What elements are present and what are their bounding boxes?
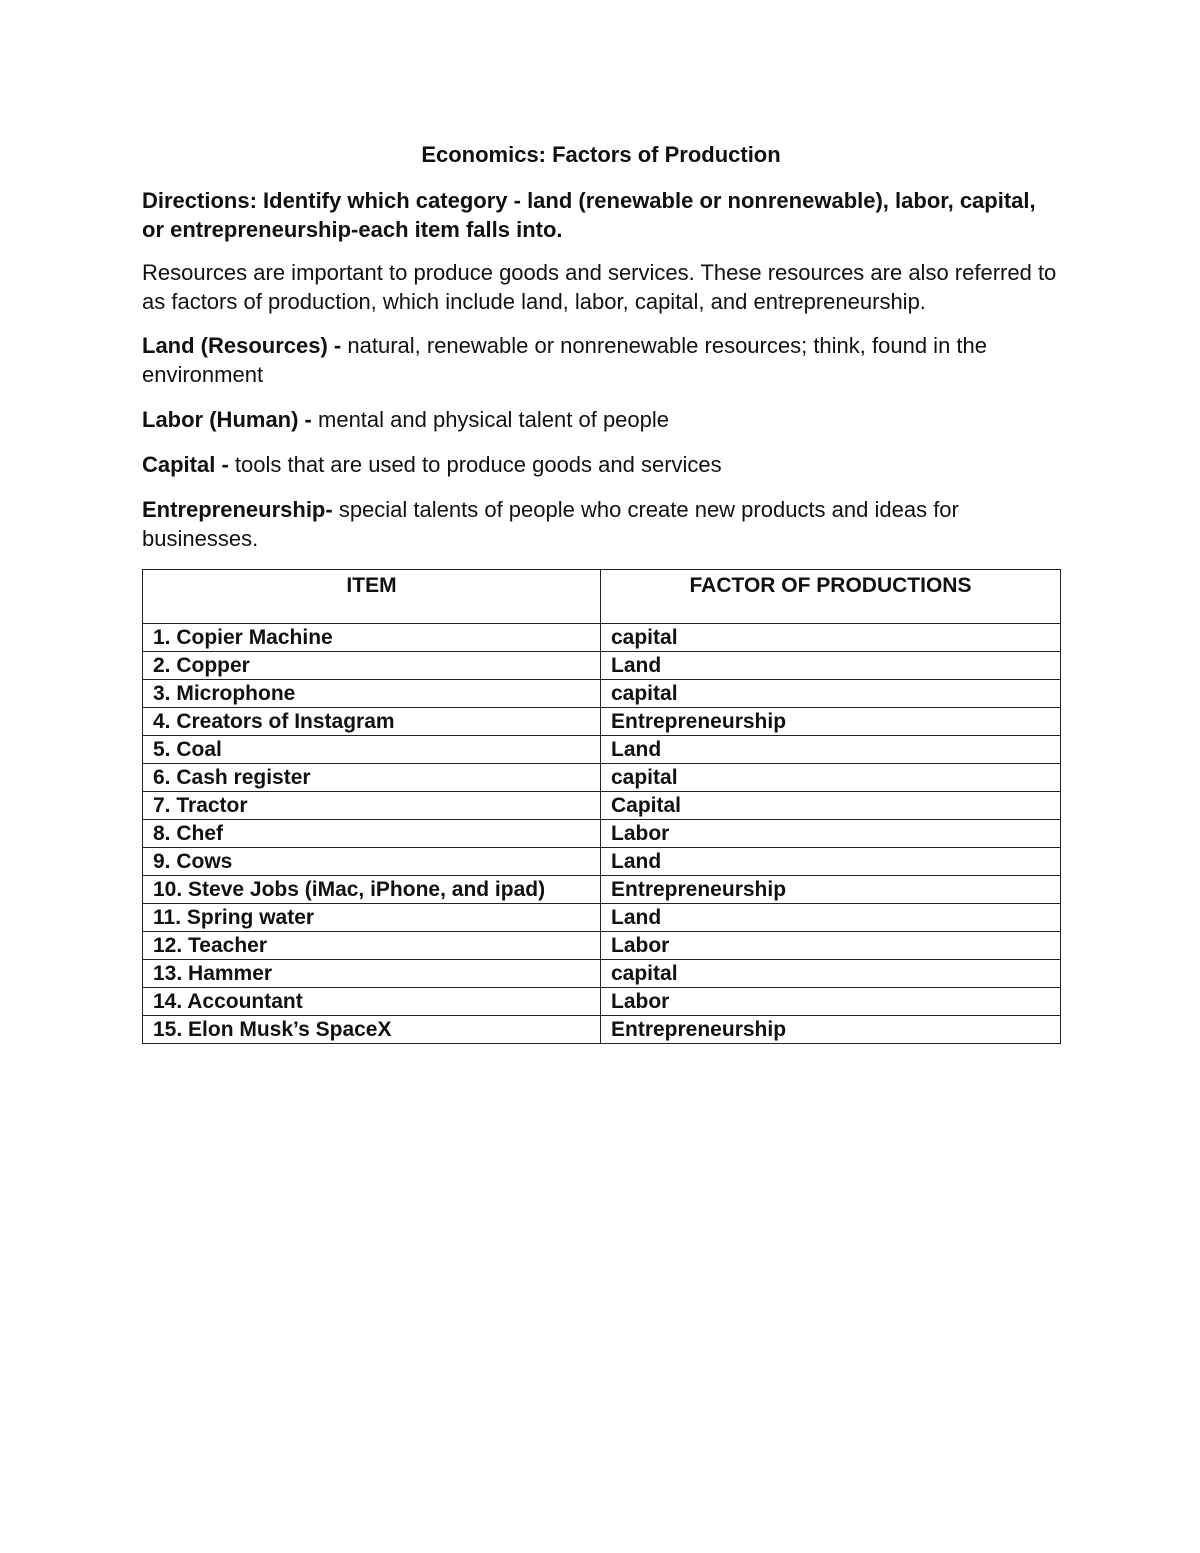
factor-cell: Entrepreneurship	[601, 1016, 1061, 1044]
table-row	[143, 848, 1061, 876]
definition-term: Capital -	[142, 452, 229, 477]
document-title: Economics: Factors of Production	[421, 142, 781, 167]
table-row	[143, 820, 1061, 848]
definition-text: tools that are used to produce goods and services	[228, 452, 722, 477]
table-row	[143, 1016, 1061, 1044]
item-cell: 5. Coal	[143, 736, 601, 764]
item-cell: 1. Copier Machine	[143, 624, 601, 652]
factor-cell: Land	[601, 904, 1061, 932]
item-cell: 10. Steve Jobs (iMac, iPhone, and ipad)	[143, 876, 601, 904]
definition-text: natural, renewable or nonrenewable resources; think, found in the environment	[142, 333, 987, 387]
definition-term: Labor (Human) -	[142, 407, 312, 432]
factor-cell: Land	[601, 848, 1061, 876]
factors-table	[142, 569, 1061, 1044]
item-cell: 4. Creators of Instagram	[143, 708, 601, 736]
definition-term: Entrepreneurship-	[142, 497, 333, 522]
item-cell: 12. Teacher	[143, 932, 601, 960]
item-cell: 14. Accountant	[143, 988, 601, 1016]
factor-cell: Labor	[601, 932, 1061, 960]
table-row	[143, 652, 1061, 680]
definition-land	[142, 331, 1060, 389]
factor-cell: capital	[601, 624, 1061, 652]
table-row	[143, 876, 1061, 904]
table-row	[143, 988, 1061, 1016]
factor-cell: capital	[601, 680, 1061, 708]
factor-cell: Land	[601, 736, 1061, 764]
factor-cell: Capital	[601, 792, 1061, 820]
factor-cell: Labor	[601, 820, 1061, 848]
document-page	[142, 140, 1060, 1044]
item-cell: 11. Spring water	[143, 904, 601, 932]
table-row	[143, 960, 1061, 988]
item-cell: 3. Microphone	[143, 680, 601, 708]
definition-term: Land (Resources) -	[142, 333, 342, 358]
table-row	[143, 764, 1061, 792]
table-row	[143, 680, 1061, 708]
table-header-row	[143, 570, 1061, 624]
table-row	[143, 932, 1061, 960]
item-cell: 13. Hammer	[143, 960, 601, 988]
column-header-factor: FACTOR OF PRODUCTIONS	[601, 570, 1061, 624]
definition-entrepreneurship	[142, 495, 1060, 553]
table-row	[143, 792, 1061, 820]
item-cell: 6. Cash register	[143, 764, 601, 792]
factor-cell: Land	[601, 652, 1061, 680]
column-header-item: ITEM	[143, 570, 601, 624]
item-cell: 9. Cows	[143, 848, 601, 876]
table-row	[143, 708, 1061, 736]
item-cell: 7. Tractor	[143, 792, 601, 820]
definition-capital	[142, 450, 1060, 479]
definition-text: special talents of people who create new products and ideas for businesses.	[142, 497, 959, 551]
table-row	[143, 904, 1061, 932]
factor-cell: Entrepreneurship	[601, 876, 1061, 904]
table-row	[143, 736, 1061, 764]
item-cell: 2. Copper	[143, 652, 601, 680]
definition-text: mental and physical talent of people	[311, 407, 670, 432]
directions-text: Directions: Identify which category - land (renewable or nonrenewable), labor, capital, or entrepreneurship-each item falls into.	[142, 188, 1036, 242]
factor-cell: capital	[601, 960, 1061, 988]
item-cell: 8. Chef	[143, 820, 601, 848]
table-row	[143, 624, 1061, 652]
factor-cell: capital	[601, 764, 1061, 792]
definition-labor	[142, 405, 1060, 434]
item-cell: 15. Elon Musk’s SpaceX	[143, 1016, 601, 1044]
factor-cell: Entrepreneurship	[601, 708, 1061, 736]
intro-paragraph: Resources are important to produce goods and services. These resources are also referred to as factors of production, which include land, labor, capital, and entrepreneurship.	[142, 260, 1057, 314]
factor-cell: Labor	[601, 988, 1061, 1016]
